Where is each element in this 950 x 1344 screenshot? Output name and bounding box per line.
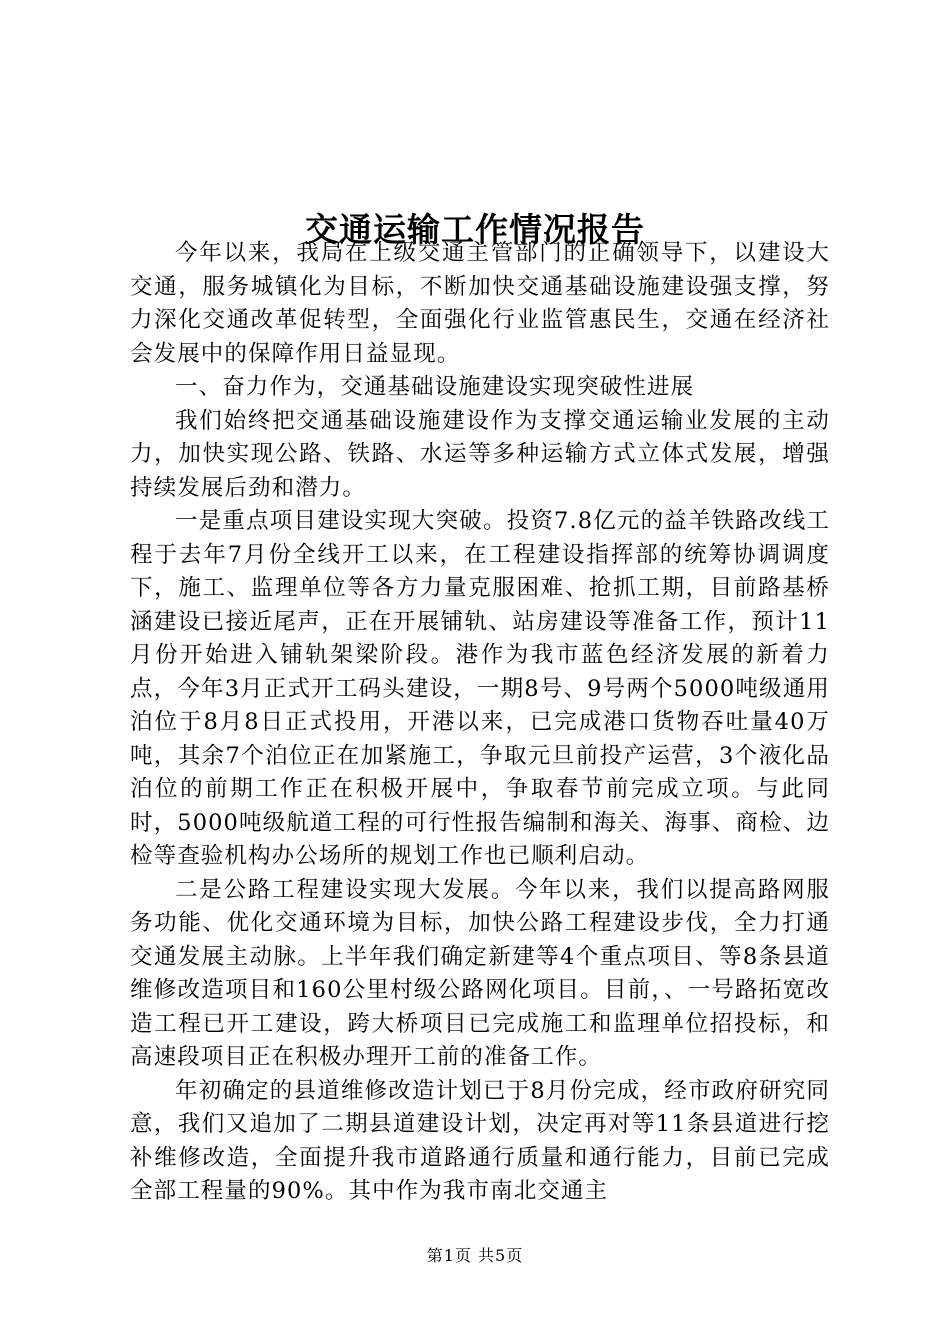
page-number-footer: 第1页 共5页 [426,1246,524,1265]
document-title: 交通运输工作情况报告 [305,210,645,250]
paragraph-intro: 今年以来，我局在上级交通主管部门的正确领导下，以建设大交通，服务城镇化为目标，不断加快交通基础设施建设强支撑，努力深化交通改革促转型，全面强化行业监管惠民生，交通在经济社会发展中的保障作用日益显现。 [130,240,830,367]
paragraph-highway-projects: 二是公路工程建设实现大发展。今年以来，我们以提高路网服务功能、优化交通环境为目标，加快公路工程建设步伐，全力打通交通发展主动脉。上半年我们确定新建等4个重点项目、等8条县道维修改造项目和160公里村级公路网化项目。目前，、一号路拓宽改造工程已开工建设，跨大桥项目已完成施工和监理单位招投标，和高速段项目正在积极办理开工前的准备工作。 [130,876,830,1070]
paragraph-county-roads: 年初确定的县道维修改造计划已于8月份完成，经市政府研究同意，我们又追加了二期县道建设计划，决定再对等11条县道进行挖补维修改造，全面提升我市道路通行质量和通行能力，目前已完成全部工程量的90%。其中作为我市南北交通主 [130,1077,830,1204]
paragraph-section-1-summary: 我们始终把交通基础设施建设作为支撑交通运输业发展的主动力，加快实现公路、铁路、水运等多种运输方式立体式发展，增强持续发展后劲和潜力。 [130,407,830,501]
section-heading-1: 一、奋力作为，交通基础设施建设实现突破性进展 [175,374,695,400]
document-body [130,237,830,1209]
paragraph-key-projects: 一是重点项目建设实现大突破。投资7.8亿元的益羊铁路改线工程于去年7月份全线开工以来，在工程建设指挥部的统筹协调调度下，施工、监理单位等各方力量克服困难、抢抓工期，目前路基桥涵建设已接近尾声，正在开展铺轨、站房建设等准备工作，预计11月份开始进入铺轨架梁阶段。港作为我市蓝色经济发展的新着力点，今年3月正式开工码头建设，一期8号、9号两个5000吨级通用泊位于8月8日正式投用，开港以来，已完成港口货物吞吐量40万吨，其余7个泊位正在加紧施工，争取元旦前投产运营，3个液化品泊位的前期工作正在积极开展中，争取春节前完成立项。与此同时，5000吨级航道工程的可行性报告编制和海关、海事、商检、边检等查验机构办公场所的规划工作也已顺利启动。 [130,508,830,869]
